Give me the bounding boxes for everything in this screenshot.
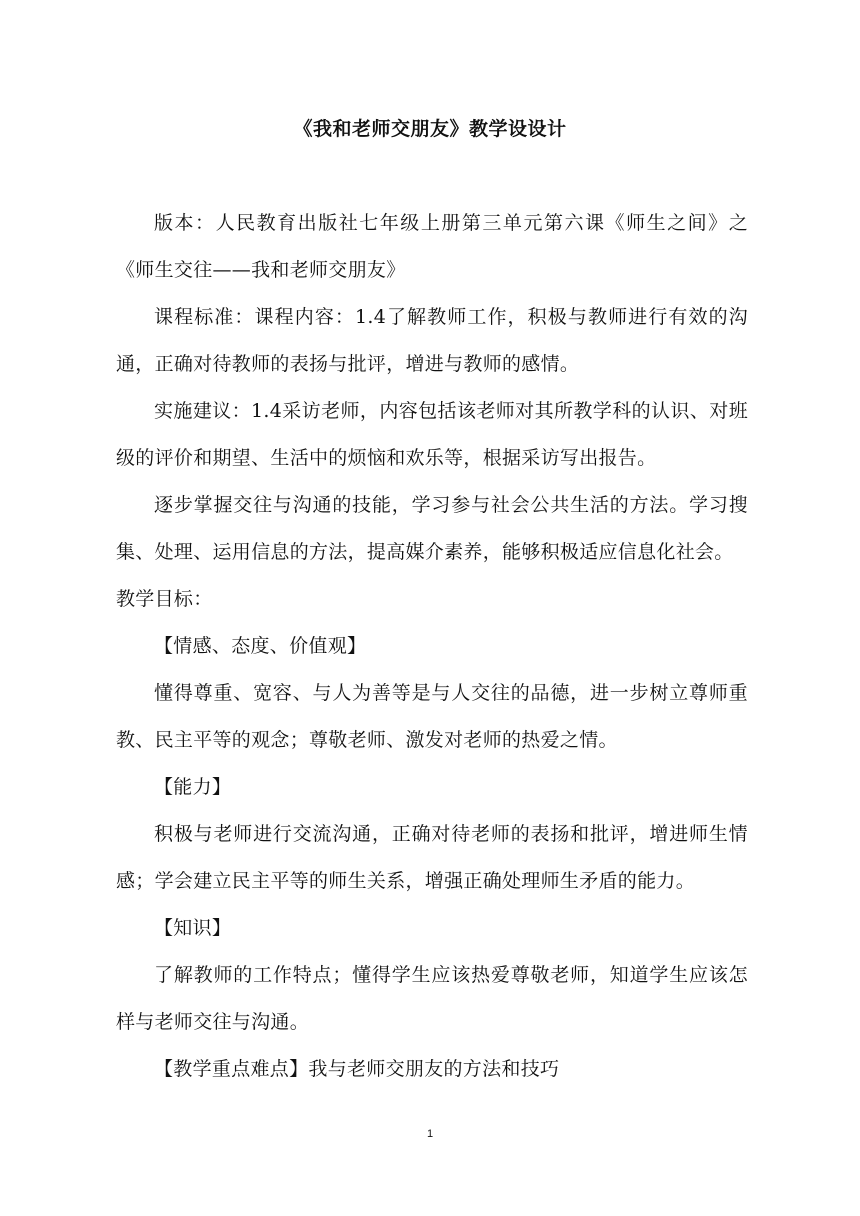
heading-ability: 【能力】 [154, 776, 232, 798]
heading-teaching-goals: 教学目标： [116, 588, 213, 610]
document-body [116, 200, 748, 1093]
paragraph-knowledge: 了解教师的工作特点；懂得学生应该热爱尊敬老师，知道学生应该怎样与老师交往与沟通。 [116, 964, 748, 1033]
heading-knowledge: 【知识】 [154, 917, 232, 939]
paragraph-skills: 逐步掌握交往与沟通的技能，学习参与社会公共生活的方法。学习搜集、处理、运用信息的方法，提高媒介素养，能够积极适应信息化社会。 [116, 494, 748, 563]
paragraph-ability: 积极与老师进行交流沟通，正确对待老师的表扬和批评，增进师生情感；学会建立民主平等的师生关系，增强正确处理师生矛盾的能力。 [116, 823, 748, 892]
page-number: 1 [426, 1128, 434, 1140]
paragraph-emotion: 懂得尊重、宽容、与人为善等是与人交往的品德，进一步树立尊师重教、民主平等的观念；尊敬老师、激发对老师的热爱之情。 [116, 682, 748, 751]
paragraph-curriculum-standard: 课程标准：课程内容：1.4了解教师工作，积极与教师进行有效的沟通，正确对待教师的表扬与批评，增进与教师的感情。 [116, 306, 748, 375]
document-title: 《我和老师交朋友》教学设设计 [293, 118, 567, 140]
paragraph-key-points: 【教学重点难点】我与老师交朋友的方法和技巧 [154, 1058, 560, 1080]
paragraph-implementation: 实施建议：1.4采访老师，内容包括该老师对其所教学科的认识、对班级的评价和期望、生活中的烦恼和欢乐等，根据采访写出报告。 [116, 400, 748, 469]
paragraph-version: 版本：人民教育出版社七年级上册第三单元第六课《师生之间》之《师生交往——我和老师交朋友》 [116, 212, 748, 281]
heading-emotion: 【情感、态度、价值观】 [154, 635, 367, 657]
